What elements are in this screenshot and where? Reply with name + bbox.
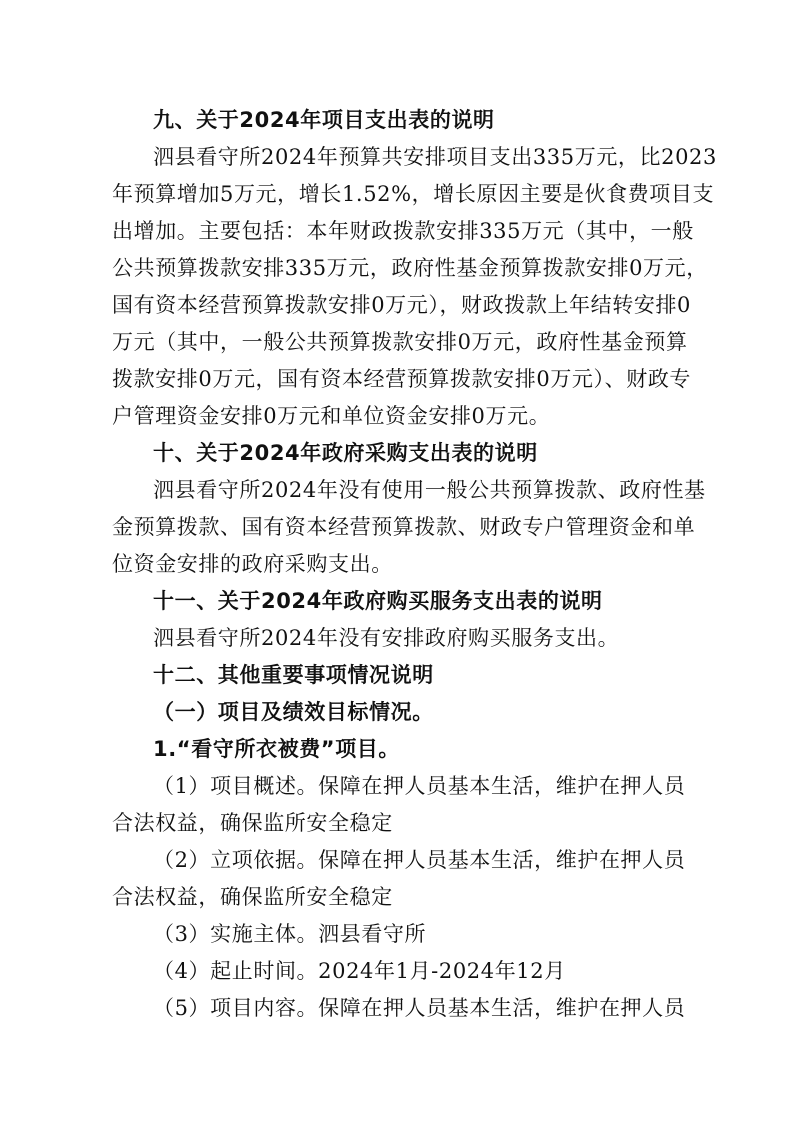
paragraph-line: 公共预算拨款安排335万元，政府性基金预算拨款安排0万元，: [112, 256, 708, 280]
paragraph-line: 出增加。主要包括：本年财政拨款安排335万元（其中，一般: [112, 219, 694, 243]
paragraph-line: 年预算增加5万元，增长1.52%，增长原因主要是伙食费项目支: [112, 182, 715, 206]
paragraph-line: 合法权益，确保监所安全稳定: [112, 885, 393, 909]
section-heading-other-matters: 十二、其他重要事项情况说明: [153, 663, 434, 687]
paragraph-line: 国有资本经营预算拨款安排0万元），财政拨款上年结转安排0: [112, 293, 692, 317]
section-heading-purchase-services: 十一、关于2024年政府购买服务支出表的说明: [153, 589, 603, 613]
paragraph-line: 泗县看守所2024年没有安排政府购买服务支出。: [153, 626, 620, 650]
paragraph-line: 合法权益，确保监所安全稳定: [112, 811, 393, 835]
paragraph-line: 位资金安排的政府采购支出。: [112, 552, 393, 576]
paragraph-line: （1）项目概述。保障在押人员基本生活，维护在押人员: [153, 774, 686, 798]
paragraph-line: 泗县看守所2024年预算共安排项目支出335万元，比2023: [153, 145, 717, 169]
paragraph-line: （4）起止时间。2024年1月-2024年12月: [153, 959, 566, 983]
paragraph-line: （2）立项依据。保障在押人员基本生活，维护在押人员: [153, 848, 686, 872]
paragraph-line: 万元（其中，一般公共预算拨款安排0万元，政府性基金预算: [112, 330, 688, 354]
paragraph-line: （3）实施主体。泗县看守所: [153, 922, 427, 946]
paragraph-line: （5）项目内容。保障在押人员基本生活，维护在押人员: [153, 996, 686, 1020]
paragraph-line: 金预算拨款、国有资本经营预算拨款、财政专户管理资金和单: [112, 515, 696, 539]
paragraph-line: 户管理资金安排0万元和单位资金安排0万元。: [112, 404, 551, 428]
item-heading-bedding-fee: 1.“看守所衣被费”项目。: [153, 737, 400, 761]
section-heading-project-expenditure: 九、关于2024年项目支出表的说明: [153, 108, 495, 132]
paragraph-line: 拨款安排0万元，国有资本经营预算拨款安排0万元）、财政专: [112, 367, 692, 391]
subsection-heading-performance: （一）项目及绩效目标情况。: [153, 700, 434, 724]
paragraph-line: 泗县看守所2024年没有使用一般公共预算拨款、政府性基: [153, 478, 706, 502]
section-heading-procurement: 十、关于2024年政府采购支出表的说明: [153, 441, 538, 465]
